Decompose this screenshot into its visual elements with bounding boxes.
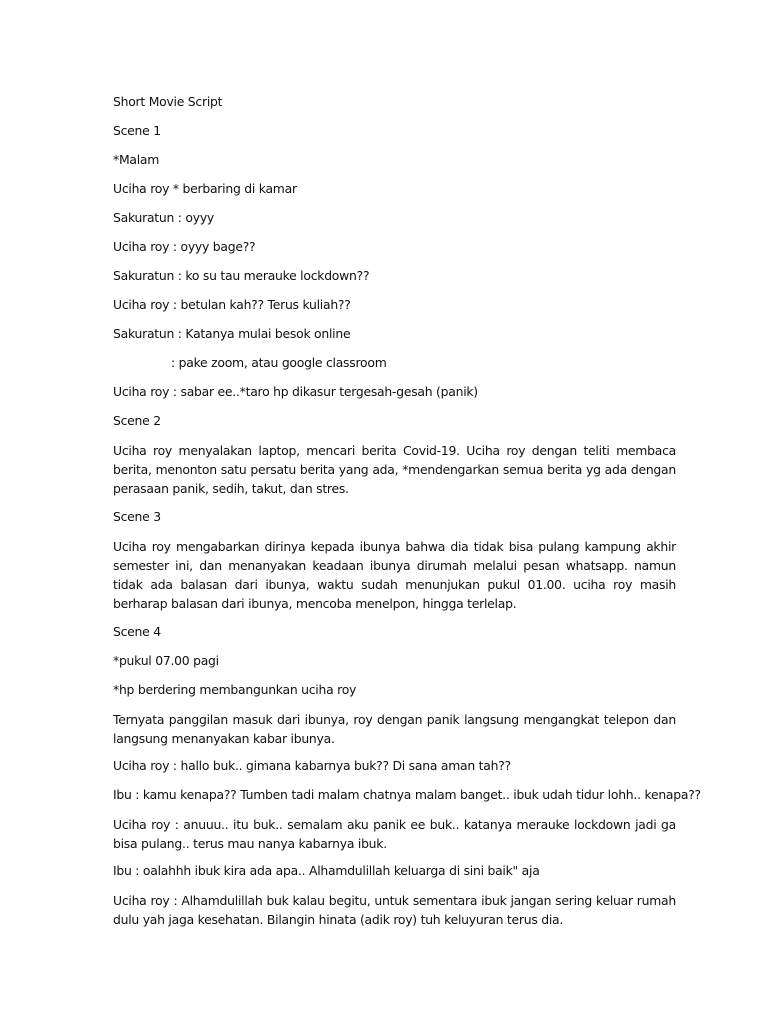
dialogue-line: Sakuratun : ko su tau merauke lockdown??: [113, 268, 370, 283]
dialogue-line: Uciha roy : sabar ee..*taro hp dikasur tergesah-gesah (panik): [113, 384, 478, 399]
scene-heading-2: Scene 2: [113, 413, 161, 428]
stage-direction: *hp berdering membangunkan uciha roy: [113, 682, 357, 697]
script-body: [113, 93, 701, 939]
narration-paragraph: Ternyata panggilan masuk dari ibunya, roy dengan panik langsung mengangkat telepon dan langsung menanyakan kabar ibunya.: [113, 712, 676, 746]
scene-2-paragraph: Uciha roy menyalakan laptop, mencari berita Covid-19. Uciha roy dengan teliti membaca berita, menonton satu persatu berita yang ada, *mendengarkan semua berita yg ada dengan perasaan panik, sedih, takut, dan stres.: [113, 443, 676, 496]
dialogue-line: Uciha roy : oyyy bage??: [113, 239, 256, 254]
dialogue-line: Uciha roy : betulan kah?? Terus kuliah??: [113, 297, 351, 312]
stage-direction: Uciha roy * berbaring di kamar: [113, 181, 297, 196]
dialogue-line: Sakuratun : Katanya mulai besok online: [113, 326, 351, 341]
dialogue-continuation: : pake zoom, atau google classroom: [171, 355, 387, 370]
dialogue-paragraph: Uciha roy : anuuu.. itu buk.. semalam aku panik ee buk.. katanya merauke lockdown jadi ga bisa pulang.. terus mau nanya kabarnya ibuk.: [113, 817, 676, 851]
dialogue-line: Uciha roy : hallo buk.. gimana kabarnya buk?? Di sana aman tah??: [113, 758, 511, 773]
dialogue-line: Ibu : kamu kenapa?? Tumben tadi malam chatnya malam banget.. ibuk udah tidur lohh.. kenapa??: [113, 787, 701, 802]
dialogue-line: Ibu : oalahhh ibuk kira ada apa.. Alhamdulillah keluarga di sini baik" aja: [113, 863, 540, 878]
stage-direction: *Malam: [113, 152, 160, 167]
scene-heading-4: Scene 4: [113, 624, 161, 639]
document-title: Short Movie Script: [113, 94, 223, 109]
scene-heading-1: Scene 1: [113, 123, 161, 138]
stage-direction: *pukul 07.00 pagi: [113, 653, 219, 668]
scene-3-paragraph: Uciha roy mengabarkan dirinya kepada ibunya bahwa dia tidak bisa pulang kampung akhir semester ini, dan menanyakan keadaan ibunya dirumah melalui pesan whatsapp. namun tidak ada balasan dari ibunya, waktu sudah menunjukan pukul 01.00. uciha roy masih berharap balasan dari ibunya, mencoba menelpon, hingga terlelap.: [113, 539, 676, 611]
scene-heading-3: Scene 3: [113, 509, 161, 524]
dialogue-line: Sakuratun : oyyy: [113, 210, 214, 225]
dialogue-paragraph: Uciha roy : Alhamdulillah buk kalau begitu, untuk sementara ibuk jangan sering keluar rumah dulu yah jaga kesehatan. Bilangin hinata (adik roy) tuh keluyuran terus dia.: [113, 893, 676, 927]
